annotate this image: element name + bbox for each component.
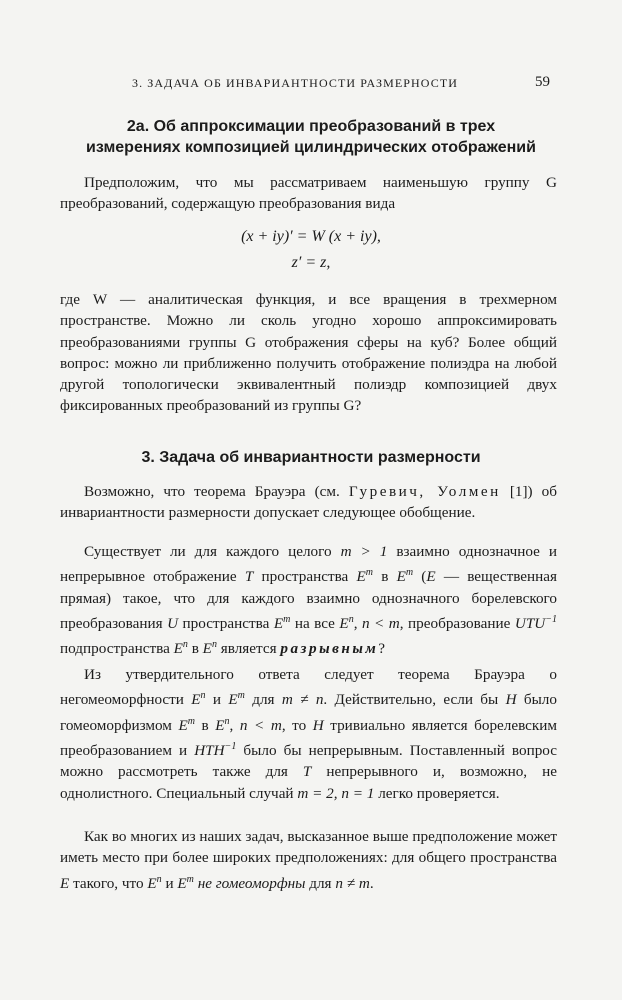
section-2a-title-line2: измерениях композицией цилиндрических отображений (86, 139, 536, 156)
section-3-paragraph-2: Существует ли для каждого целого m > 1 взаимно однозначное и непрерывное отображение T пространства $E^m$ в $E^m$ (E — вещественная прямая) такое, что для каждого взаимно однозначного борелевского преобразования U пространства $E^m$ на все $E^n$, n < m, преобразование $UTU^{-1}$ подпространства $E^n$ в $E^n$ является разрывным? (60, 543, 558, 658)
emphasis-discontinuous: разрывным (280, 640, 379, 658)
section-3-paragraph-1: Возможно, что теорема Брауэра (см. Гуревич, Уолмен [1]) об инвариантности размерности допускает следующее обобщение. (60, 483, 557, 522)
running-head: 3. ЗАДАЧА ОБ ИНВАРИАНТНОСТИ РАЗМЕРНОСТИ (132, 76, 459, 90)
section-3-paragraph-3: Из утвердительного ответа следует теорема Брауэра о негомеоморфности $E^n$ и $E^m$ для m ≠ n. Действительно, если бы H было гомеоморфизмом $E^m$ в $E^n$, n < m, то H тривиально является борелевским преобразованием и $HTH^{-1}$ было бы непрерывным. Поставленный вопрос можно рассмотреть также для T непрерывного и, возможно, не однолистного. Специальный случай m = 2, n = 1 легко проверяется. (60, 666, 558, 802)
section-3-title: 3. Задача об инвариантности размерности (141, 449, 481, 466)
section-3-paragraph-4: Как во многих из наших задач, высказанное выше предположение может иметь место при более широких предположениях: для общего пространства E такого, что $E^n$ и $E^m$ не гомеоморфны для n ≠ m. (60, 828, 557, 892)
formula-line1: (x + iy)′ = W (x + iy), (241, 228, 381, 245)
section-2a-body: где W — аналитическая функция, и все вращения в трехмерном пространстве. Можно ли сколь угодно хорошо аппроксимировать преобразованиями группы G отображения сферы на куб? Более общий вопрос: можно ли приближенно получить отображение полиэдра на любой другой топологически эквивалентный полиэдр композицией двух фиксированных преобразований из группы G? (60, 291, 557, 415)
emphasis-not-homeomorphic: не гомеоморфны (197, 874, 306, 892)
section-2a-intro: Предположим, что мы рассматриваем наименьшую группу G преобразований, содержащую преобразования вида (60, 174, 557, 213)
page-number: 59 (535, 74, 550, 90)
section-2a-title (60, 116, 562, 158)
formula-line2: z′ = z, (291, 254, 331, 271)
author-names: Гуревич, Уолмен (348, 483, 501, 500)
section-2a-title-line1: 2а. Об аппроксимации преобразований в трех (126, 118, 496, 135)
